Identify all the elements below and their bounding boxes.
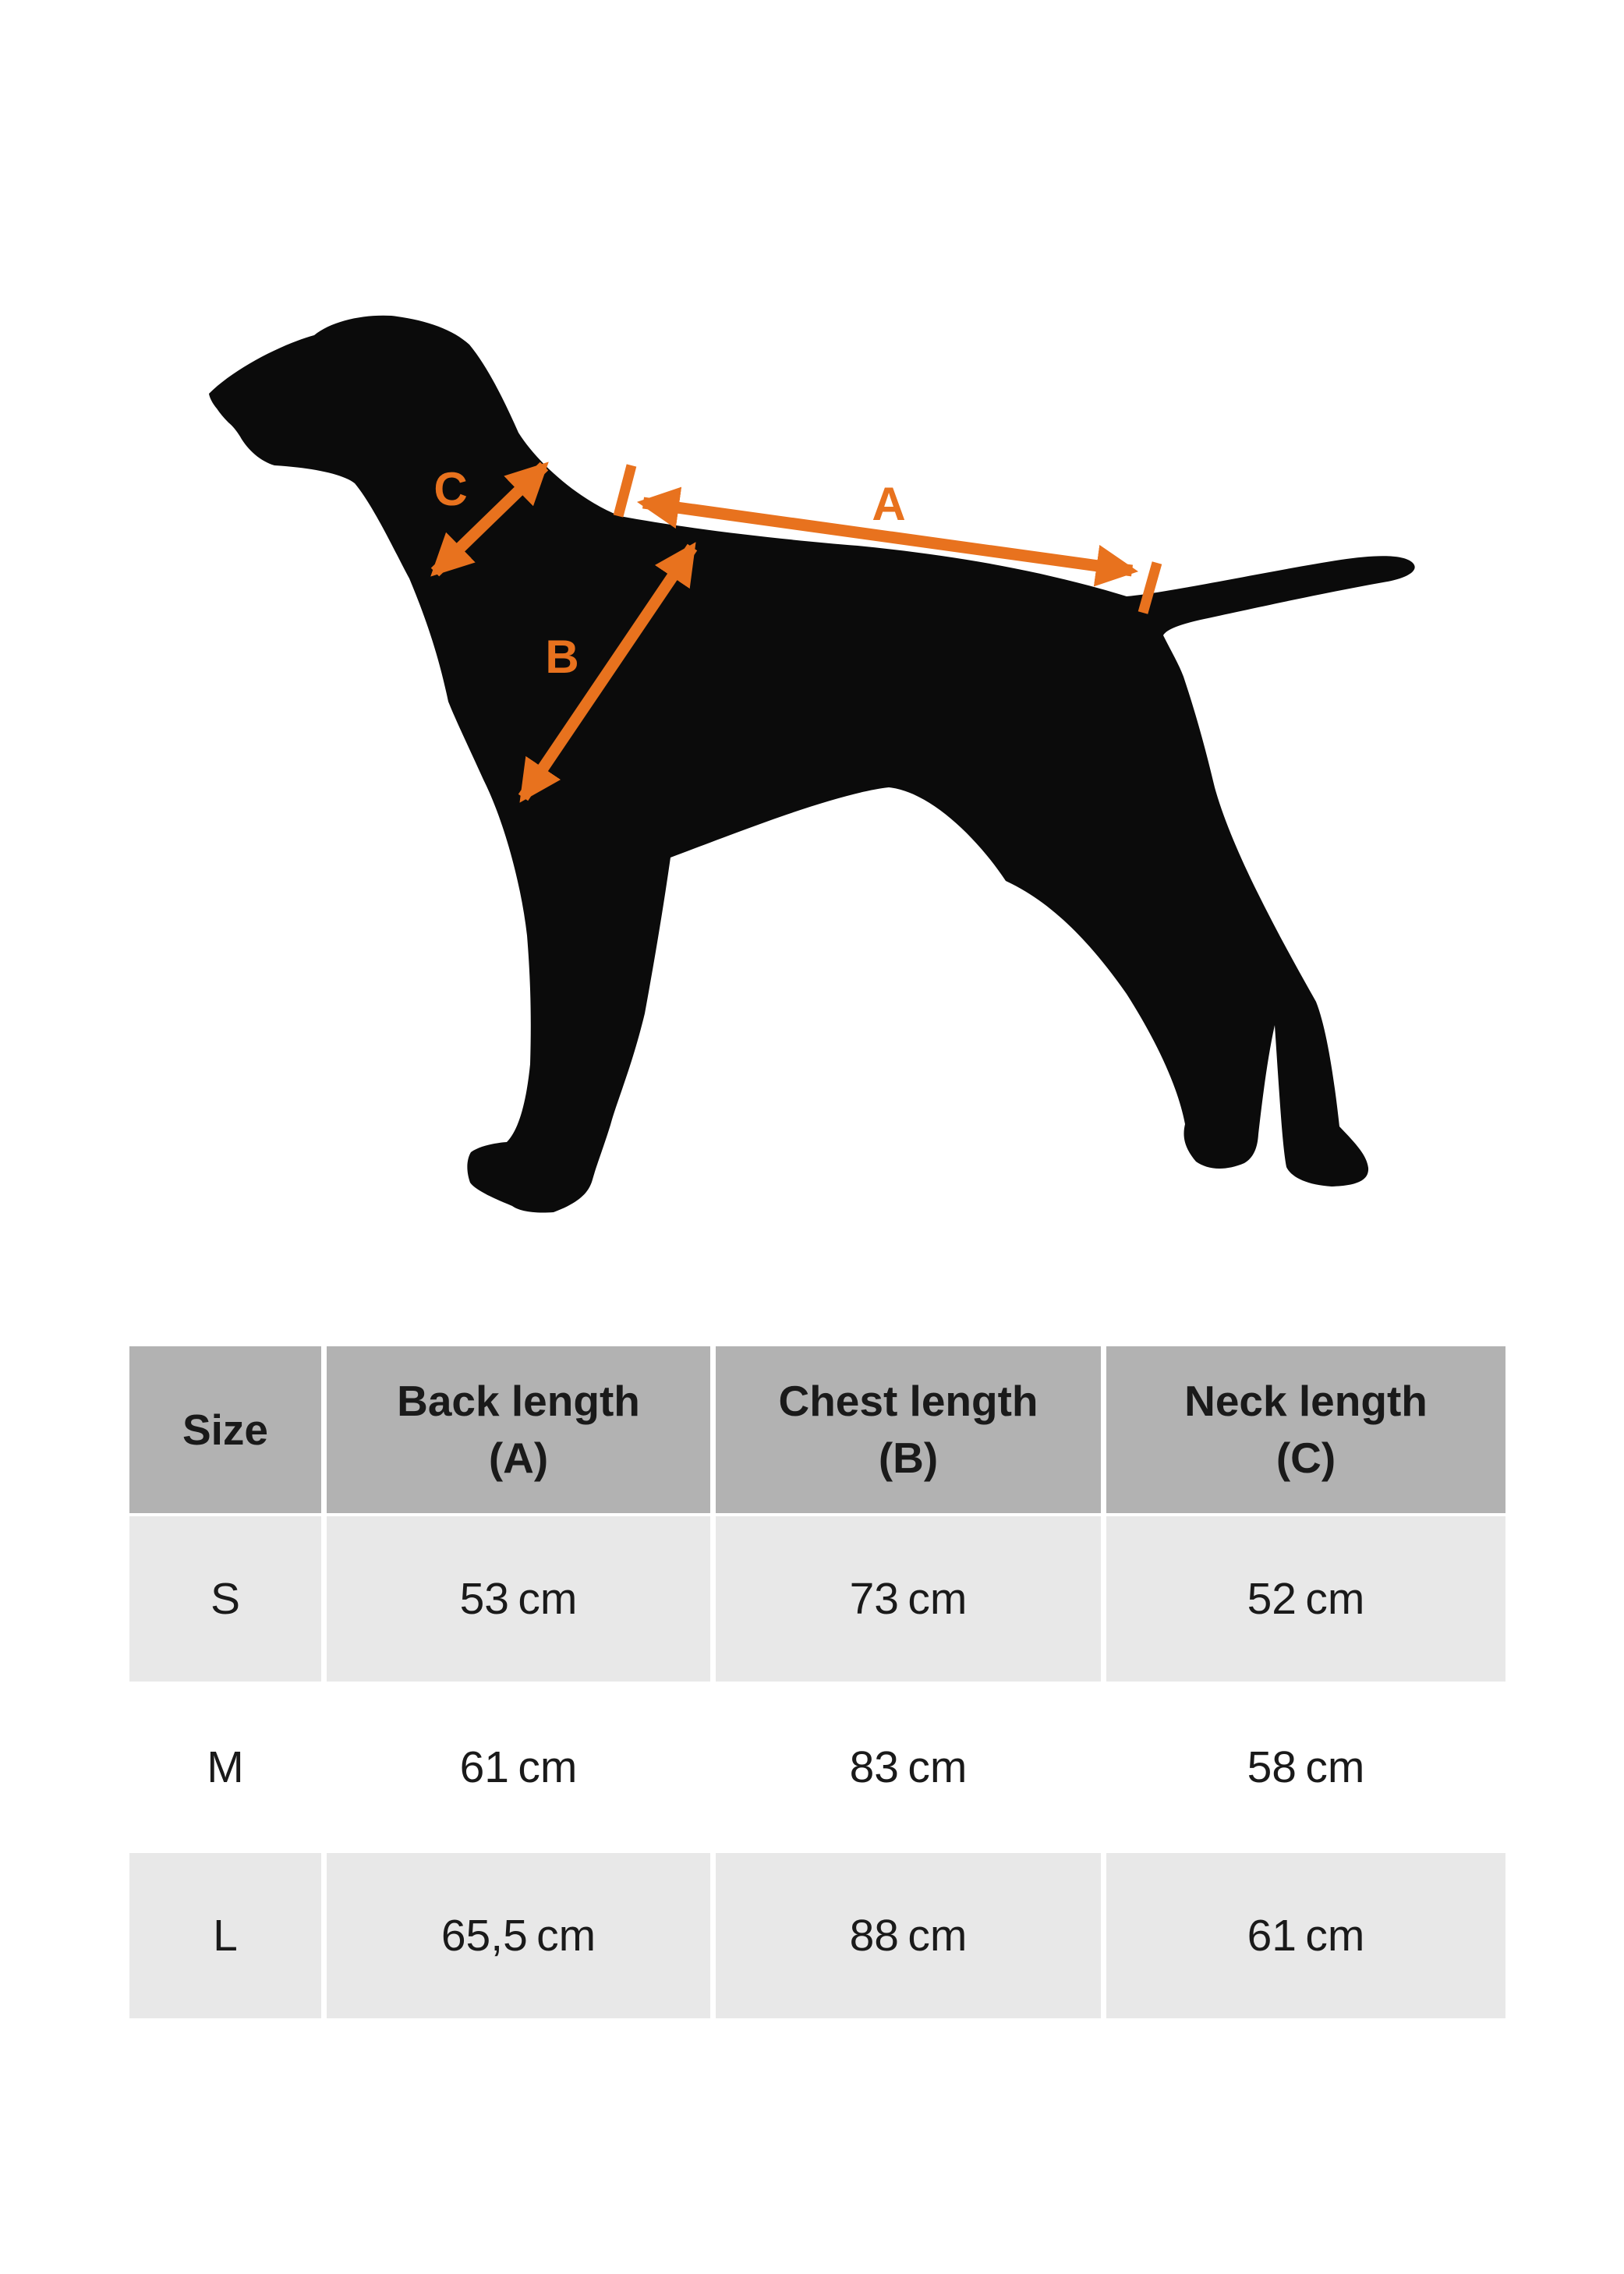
column-header-size-label: Size [182, 1405, 269, 1454]
column-header-back-length [327, 1346, 710, 1513]
column-header-back-length-label: Back length [397, 1377, 640, 1426]
column-header-chest-length-label: Chest length [778, 1377, 1038, 1426]
measure-c-label: C [433, 463, 468, 515]
cell-m-back-length: 61 cm [327, 1685, 710, 1850]
cell-m-chest-length: 83 cm [716, 1685, 1101, 1850]
cell-m-neck-length: 58 cm [1106, 1685, 1505, 1850]
column-header-size [129, 1346, 321, 1513]
size-table [129, 1346, 1505, 2018]
column-header-neck-length-label: Neck length [1184, 1377, 1428, 1426]
cell-size-l: L [129, 1853, 321, 2018]
cell-l-neck-length: 61 cm [1106, 1853, 1505, 2018]
column-header-back-length-sub: (A) [488, 1434, 549, 1482]
cell-size-s: S [129, 1516, 321, 1682]
dog-measurement-diagram [187, 288, 1450, 1317]
measure-a-label: A [872, 478, 906, 530]
cell-s-neck-length: 52 cm [1106, 1516, 1505, 1682]
column-header-chest-length-sub: (B) [878, 1434, 939, 1482]
measure-a-start-tick [618, 465, 632, 516]
cell-s-back-length: 53 cm [327, 1516, 710, 1682]
dog-silhouette [209, 316, 1415, 1213]
measure-b-label: B [545, 631, 579, 683]
column-header-neck-length-sub: (C) [1275, 1434, 1336, 1482]
cell-size-m: M [129, 1685, 321, 1850]
column-header-chest-length [716, 1346, 1101, 1513]
cell-s-chest-length: 73 cm [716, 1516, 1101, 1682]
cell-l-back-length: 65,5 cm [327, 1853, 710, 2018]
cell-l-chest-length: 88 cm [716, 1853, 1101, 2018]
column-header-neck-length [1106, 1346, 1505, 1513]
